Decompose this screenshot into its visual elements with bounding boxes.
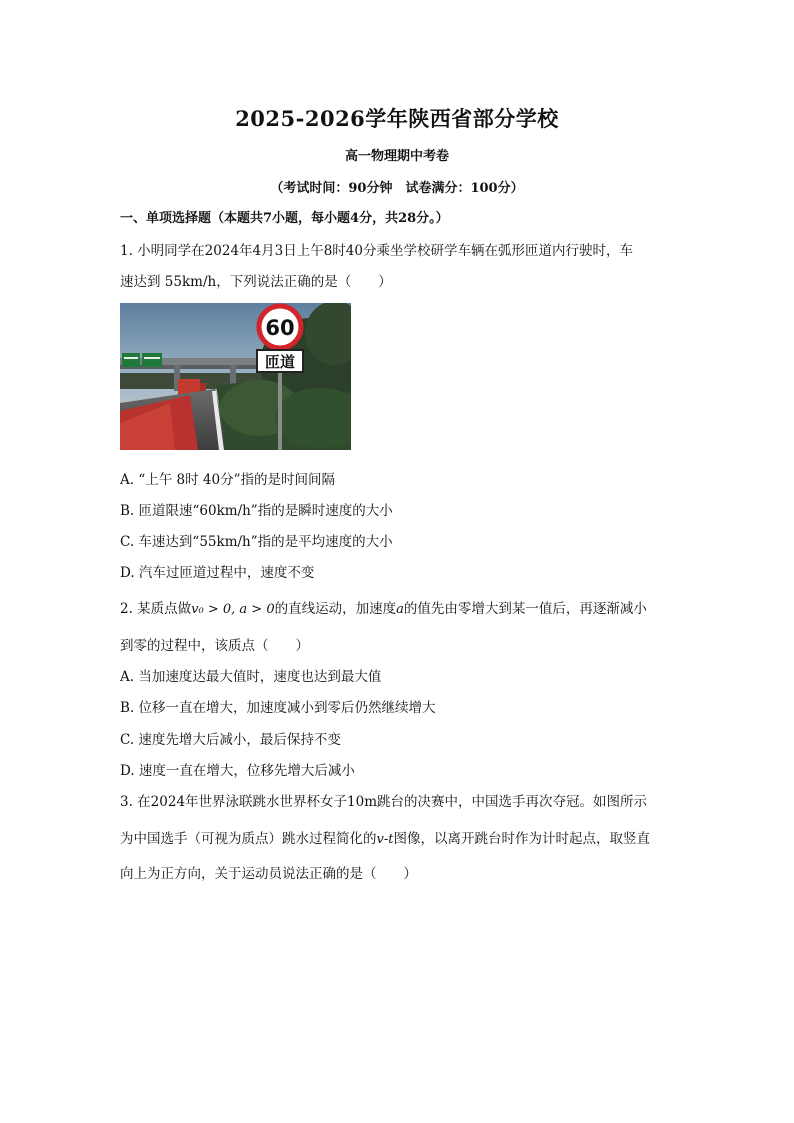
q1-option-d: D. 汽车过匝道过程中，速度不变 xyxy=(120,565,315,581)
q3-stem-line3: 向上为正方向，关于运动员说法正确的是（ ） xyxy=(120,866,417,882)
q3-stem-line2 xyxy=(120,827,650,847)
q2-stem-prefix: 2. 某质点做 xyxy=(120,601,192,617)
q1-road-sign-photo xyxy=(120,303,351,450)
q2-stem-suffix: 的值先由零增大到某一值后，再逐渐减小 xyxy=(403,601,647,617)
q1-stem-line1: 1. 小明同学在2024年4月3日上午8时40分乘坐学校研学车辆在弧形匝道内行驶时，车 xyxy=(120,243,633,259)
q1-stem-line2: 速达到 55km/h，下列说法正确的是（ ） xyxy=(120,274,392,290)
section-heading: 一、单项选择题（本题共7小题，每小题4分，共28分。） xyxy=(120,211,449,226)
q3-stem-line1: 3. 在2024年世界泳联跳水世界杯女子10m跳台的决赛中，中国选手再次夺冠。如图所示 xyxy=(120,794,648,810)
q2-option-d: D. 速度一直在增大，位移先增大后减小 xyxy=(120,763,355,779)
q2-stem-middle: 的直线运动，加速度 xyxy=(274,601,397,617)
q1-option-a: A. “上午 8时 40分”指的是时间间隔 xyxy=(120,472,335,488)
q1-option-c: C. 车速达到“55km/h”指的是平均速度的大小 xyxy=(120,534,393,550)
q2-acceleration-symbol: a xyxy=(396,602,404,617)
q3-vt-symbol: v-t xyxy=(376,832,394,847)
exam-info: （考试时间：90分钟 试卷满分：100分） xyxy=(270,181,524,196)
q2-stem-line1 xyxy=(120,597,647,617)
speed-limit-number: 60 xyxy=(265,316,295,340)
q2-condition-math: v₀ > 0, a > 0 xyxy=(191,602,275,617)
q3-stem-line2-post: 图像，以离开跳台时作为计时起点，取竖直 xyxy=(393,831,650,847)
page-title: 2025-2026学年陕西省部分学校 xyxy=(235,106,559,131)
q1-option-b: B. 匝道限速“60km/h”指的是瞬时速度的大小 xyxy=(120,503,393,519)
q2-option-b: B. 位移一直在增大，加速度减小到零后仍然继续增大 xyxy=(120,700,436,716)
ramp-sign-text: 匝道 xyxy=(264,353,296,371)
q2-option-a: A. 当加速度达最大值时，速度也达到最大值 xyxy=(120,669,382,685)
q2-stem-line2: 到零的过程中，该质点（ ） xyxy=(120,638,309,654)
q3-stem-line2-pre: 为中国选手（可视为质点）跳水过程简化的 xyxy=(120,831,377,847)
q2-option-c: C. 速度先增大后减小，最后保持不变 xyxy=(120,732,341,748)
exam-subtitle: 高一物理期中考卷 xyxy=(344,149,449,164)
